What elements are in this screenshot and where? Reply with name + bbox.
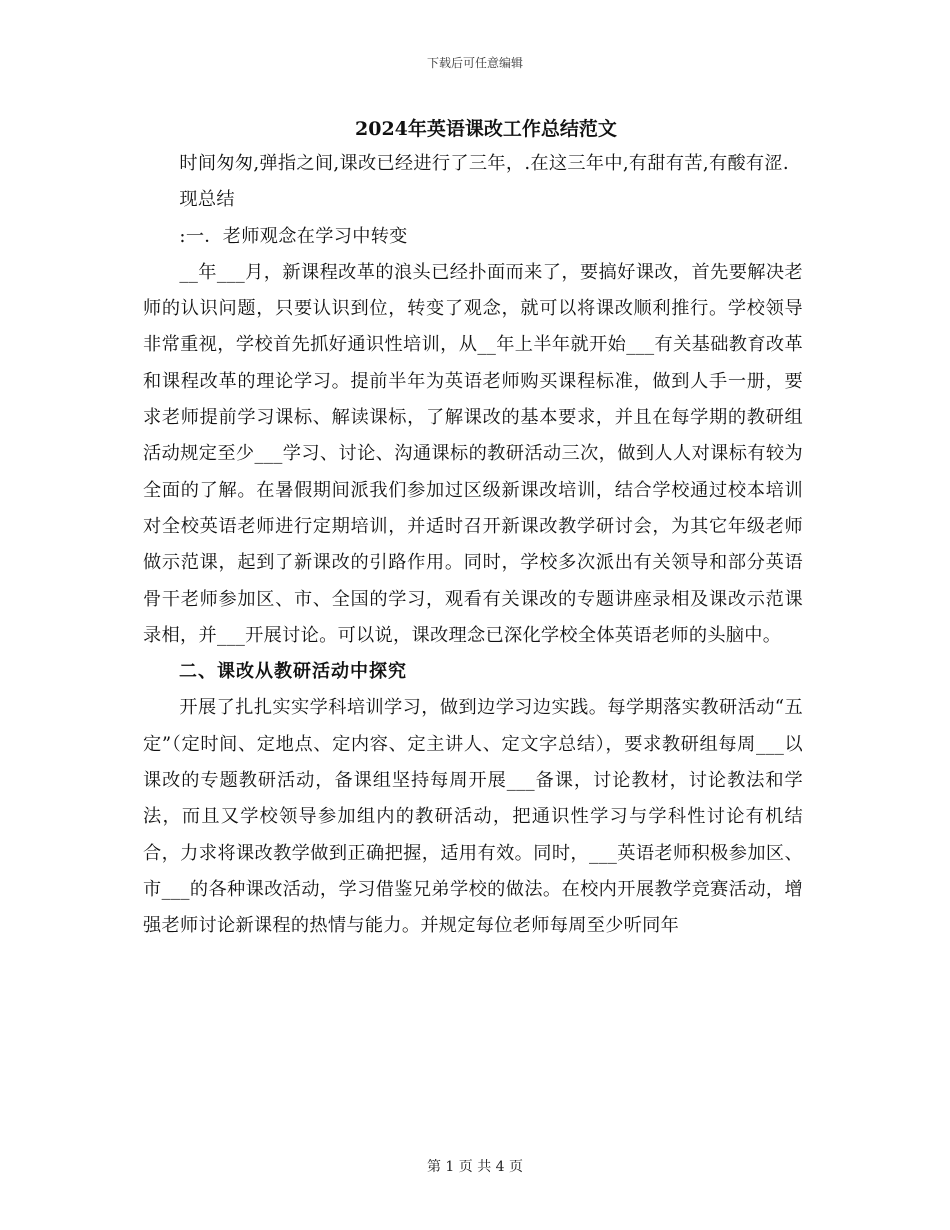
section-one-paragraph: __年___月，新课程改革的浪头已经扑面而来了，要搞好课改，首先要解决老师的认识问题，只要认识到位，转变了观念，就可以将课改顺利推行。学校领导非常重视，学校首先抓好通识性培训，从__年上半年就开始___有关基础教育改革和课程改革的理论学习。提前半年为英语老师购买课程标准，做到人手一册，要求老师提前学习课标、解读课标，了解课改的基本要求，并且在每学期的教研组活动规定至少___学习、讨论、沟通课标的教研活动三次，做到人人对课标有较为全面的了解。在暑假期间派我们参加过区级新课改培训，结合学校通过校本培训对全校英语老师进行定期培训，并适时召开新课改教学研讨会，为其它年级老师做示范课，起到了新课改的引路作用。同时，学校多次派出有关领导和部分英语骨干老师参加区、市、全国的学习，观看有关课改的专题讲座录相及课改示范课录相，并___开展讨论。可以说，课改理念已深化学校全体英语老师的头脑中。 [143, 261, 803, 646]
document-title: 2024年英语课改工作总结范文 [355, 118, 617, 140]
section-two-heading: 二、课改从教研活动中探究 [179, 661, 407, 683]
page-footer: 第 1 页 共 4 页 [426, 1159, 524, 1175]
header-note: 下载后可任意编辑 [426, 56, 523, 70]
document-body [143, 146, 803, 945]
section-one-heading: :一．老师观念在学习中转变 [179, 225, 408, 247]
summary-label: 现总结 [179, 189, 235, 211]
section-two-paragraph: 开展了扎扎实实学科培训学习，做到边学习边实践。每学期落实教研活动“五定”（定时间、定地点、定内容、定主讲人、定文字总结），要求教研组每周___以课改的专题教研活动，备课组坚持每周开展___备课，讨论教材，讨论教法和学法，而且又学校领导参加组内的教研活动，把通识性学习与学科性讨论有机结合，力求将课改教学做到正确把握，适用有效。同时，___英语老师积极参加区、市___的各种课改活动，学习借鉴兄弟学校的做法。在校内开展教学竞赛活动，增强老师讨论新课程的热情与能力。并规定每位老师每周至少听同年 [143, 697, 803, 937]
intro-paragraph: 时间匆匆,弹指之间,课改已经进行了三年，.在这三年中,有甜有苦,有酸有涩. [179, 153, 789, 174]
